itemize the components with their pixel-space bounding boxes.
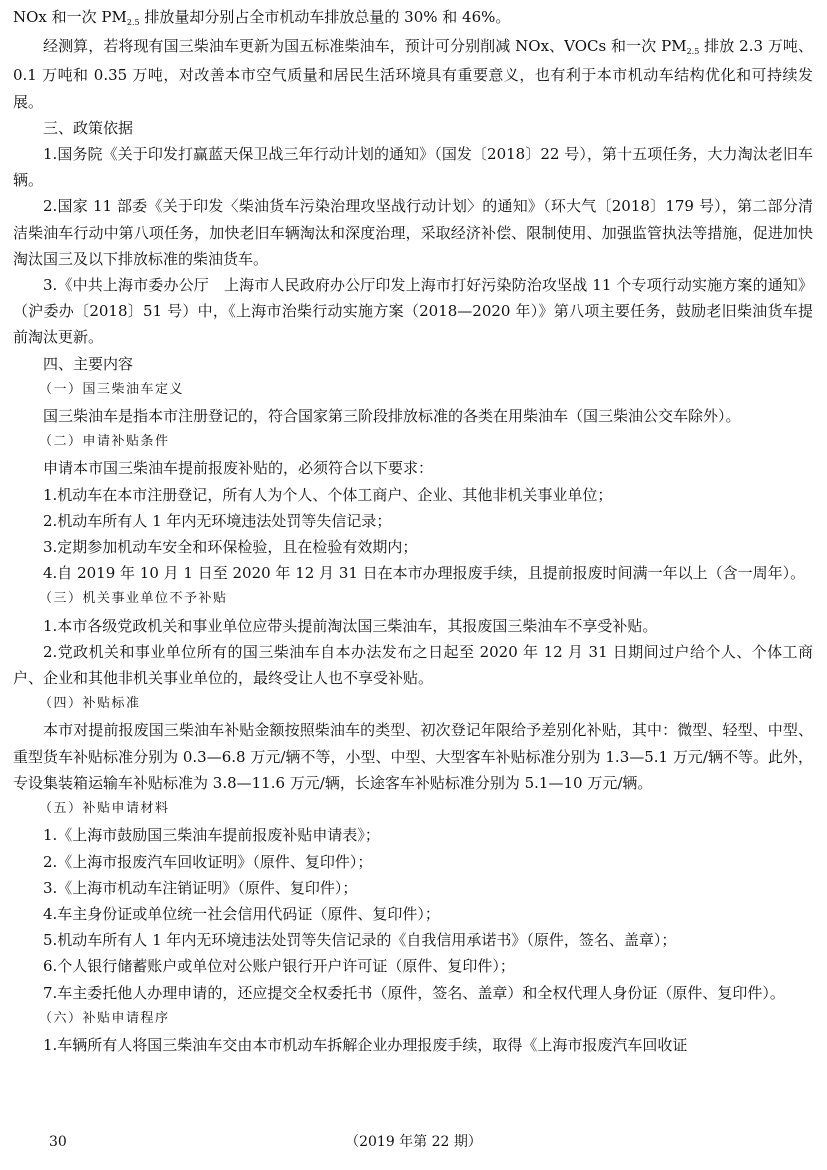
paragraph: 1.《上海市鼓励国三柴油车提前报废补贴申请表》； — [43, 826, 380, 845]
paragraph: 申请本市国三柴油车提前报废补贴的，必须符合以下要求： — [43, 459, 434, 478]
paragraph: 1.国务院《关于印发打赢蓝天保卫战三年行动计划的通知》（国发〔2018〕22 号），第十五项任务，大力淘汰老旧车辆。 — [13, 145, 813, 190]
subsection-heading: （二）申请补贴条件 — [39, 434, 170, 450]
issue-label: （2019 年第 22 期） — [345, 1134, 482, 1150]
text-run: 排放量却分别占全市机动车排放总量的 30% 和 46%。 — [139, 8, 511, 26]
paragraph: 6.个人银行储蓄账户或单位对公账户银行开户许可证（原件、复印件）； — [43, 957, 515, 976]
paragraph: 2.机动车所有人 1 年内无环境违法处罚等失信记录； — [43, 511, 392, 530]
paragraph: 1.本市各级党政机关和事业单位应带头提前淘汰国三柴油车，其报废国三柴油车不享受补贴。 — [43, 616, 658, 635]
paragraph: 2.《上海市报废汽车回收证明》（原件、复印件）； — [43, 852, 373, 871]
section-heading: 四、主要内容 — [43, 354, 134, 373]
subsection-heading: （五）补贴申请材料 — [39, 801, 170, 817]
paragraph: 7.车主委托他人办理申请的，还应提交全权委托书（原件，签名、盖章）和全权代理人身份证（原件、复印件）。 — [43, 983, 785, 1002]
paragraph: 4.自 2019 年 10 月 1 日至 2020 年 12 月 31 日在本市办理报废手续，且提前报废时间满一年以上（含一周年）。 — [43, 564, 806, 583]
subsection-heading: （四）补贴标准 — [39, 696, 141, 712]
paragraph: 3.《中共上海市委办公厅 上海市人民政府办公厅印发上海市打好污染防治攻坚战 11 个专项行动实施方案的通知》（沪委办〔2018〕51 号）中，《上海市治柴行动实施方案（2018—2020 年）》第八项主要任务，鼓励老旧柴油货车提前淘汰更新。 — [13, 276, 813, 347]
paragraph: 2.国家 11 部委《关于印发〈柴油货车污染治理攻坚战行动计划〉的通知》（环大气〔2018〕179 号），第二部分清洁柴油车行动中第八项任务，加快老旧车辆淘汰和深度治理，采取经济补偿、限制使用、加强监管执法等措施，促进加快淘汰国三及以下排放标准的柴油货车。 — [13, 197, 813, 268]
subscript: 2.5 — [126, 18, 140, 27]
section-heading: 三、政策依据 — [43, 118, 134, 137]
subsection-heading: （一）国三柴油车定义 — [39, 381, 185, 397]
paragraph-continued — [13, 4, 813, 33]
text-run: NOx 和一次 PM — [13, 8, 127, 26]
subsection-heading: （六）补贴申请程序 — [39, 1010, 170, 1026]
subscript: 2.5 — [686, 47, 700, 57]
subsection-heading: （三）机关事业单位不予补贴 — [39, 591, 228, 607]
paragraph: 1.车辆所有人将国三柴油车交由本市机动车拆解企业办理报废手续，取得《上海市报废汽车回收证 — [43, 1035, 688, 1054]
paragraph: 3.《上海市机动车注销证明》（原件、复印件）； — [43, 878, 358, 897]
paragraph: 5.机动车所有人 1 年内无环境违法处罚等失信记录的《自我信用承诺书》（原件，签名、盖章）； — [43, 931, 677, 950]
text-run: 排放 2.3 万吨、0.1 万吨和 0.35 万吨，对改善本市空气质量和居民生活环境具有重要意义，也有利于本市机动车结构优化和可持续发展。 — [13, 37, 813, 111]
paragraph: 3.定期参加机动车安全和环保检验，且在检验有效期内； — [43, 538, 418, 557]
paragraph — [13, 33, 813, 115]
paragraph: 2.党政机关和事业单位所有的国三柴油车自本办法发布之日起至 2020 年 12 月 31 日期间过户给个人、个体工商户、企业和其他非机关事业单位的，最终受让人也不享受补贴。 — [13, 642, 813, 688]
paragraph: 本市对提前报废国三柴油车补贴金额按照柴油车的类型、初次登记年限给予差别化补贴，其中：微型、轻型、中型、重型货车补贴标准分别为 0.3—6.8 万元/辆不等，小型、中型、大型客车补贴标准分别为 1.3—5.1 万元/辆不等。此外，专设集装箱运输车补贴标准为 3.8—11.6 万元/辆，长途客车补贴标准分别为 5.1—10 万元/辆。 — [13, 721, 813, 792]
page-number: 30 — [49, 1134, 67, 1150]
paragraph: 1.机动车在本市注册登记，所有人为个人、个体工商户、企业、其他非机关事业单位； — [43, 485, 613, 504]
text-run: 经测算，若将现有国三柴油车更新为国五标准柴油车，预计可分别削减 NOx、VOCs 和一次 PM — [43, 37, 687, 56]
paragraph: 4.车主身份证或单位统一社会信用代码证（原件、复印件）； — [43, 904, 440, 923]
body-text — [13, 4, 813, 1058]
paragraph: 国三柴油车是指本市注册登记的，符合国家第三阶段排放标准的各类在用柴油车（国三柴油公交车除外）。 — [43, 407, 741, 426]
